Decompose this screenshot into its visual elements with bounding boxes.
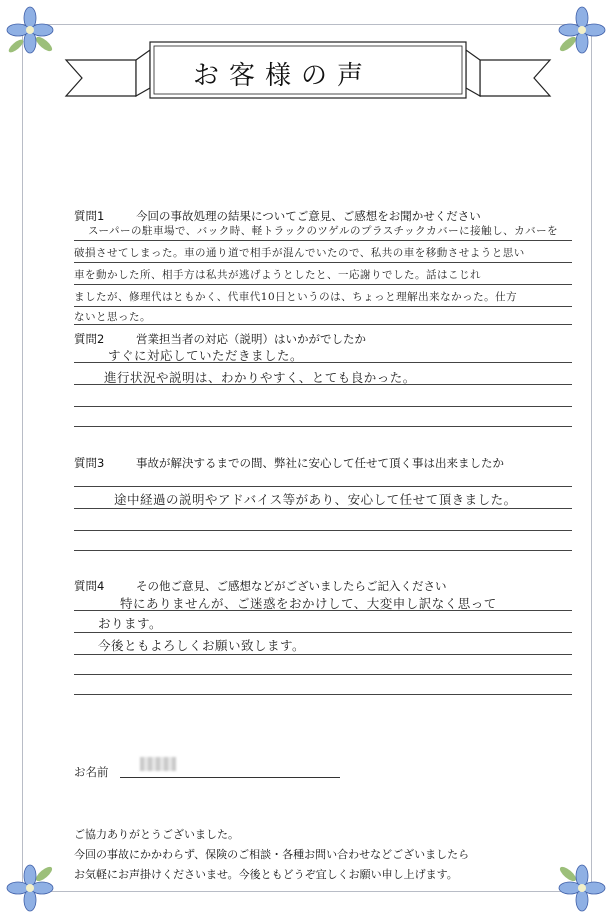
- footer-text: ご協力ありがとうございました。: [74, 828, 239, 841]
- question-3: [74, 455, 504, 471]
- page-title: お客様の声: [192, 60, 373, 91]
- redacted-name: [140, 757, 176, 771]
- handwritten-answer: おります。: [98, 616, 163, 631]
- handwritten-answer: ましたが、修理代はともかく、代車代10日というのは、ちょっと理解出来なかった。仕方: [74, 291, 518, 303]
- question-number: 質問4: [74, 579, 105, 593]
- handwritten-answer: スーパーの駐車場で、バック時、軽トラックのツゲルのプラスチックカバーに接触し、カバーを: [88, 225, 559, 237]
- handwritten-answer: すぐに対応していただきました。: [108, 348, 304, 363]
- flower-icon: [4, 4, 56, 56]
- answer-line: [74, 550, 572, 551]
- answer-line: [74, 530, 572, 531]
- handwritten-answer: ないと思った。: [74, 311, 151, 323]
- handwritten-answer: 破損させてしまった。車の通り道で相手が混んでいたので、私共の車を移動させようと思い: [74, 247, 525, 259]
- question-1: [74, 208, 481, 224]
- answer-line: [74, 324, 572, 325]
- answer-line: [74, 306, 572, 307]
- handwritten-answer: 進行状況や説明は、わかりやすく、とても良かった。: [104, 370, 416, 385]
- question-number: 質問3: [74, 456, 105, 470]
- question-number: 質問2: [74, 332, 105, 346]
- question-text: 事故が解決するまでの間、弊社に安心して任せて頂く事は出来ましたか: [136, 456, 504, 470]
- question-number: 質問1: [74, 209, 105, 223]
- footer-text: お気軽にお声掛けくださいませ。今後ともどうぞ宜しくお願い申し上げます。: [74, 868, 458, 881]
- answer-line: [74, 406, 572, 407]
- handwritten-answer: 特にありませんが、ご迷惑をおかけして、大変申し訳なく思って: [120, 596, 497, 611]
- answer-line: [74, 674, 572, 675]
- flower-icon: [556, 862, 608, 914]
- answer-line: [74, 694, 572, 695]
- question-text: 営業担当者の対応（説明）はいかがでしたか: [136, 332, 366, 346]
- answer-line: [74, 486, 572, 487]
- answer-line: [74, 262, 572, 263]
- name-label: お名前: [74, 765, 109, 779]
- flower-icon: [4, 862, 56, 914]
- answer-line: [74, 508, 572, 509]
- flower-icon: [556, 4, 608, 56]
- answer-line: [74, 654, 572, 655]
- answer-line: [74, 240, 572, 241]
- question-2: [74, 331, 366, 347]
- question-text: その他ご意見、ご感想などがございましたらご記入ください: [136, 579, 447, 593]
- handwritten-answer: 車を動かした所、相手方は私共が逃げようとしたと、一応謝りでした。話はこじれ: [74, 269, 481, 281]
- answer-line: [74, 426, 572, 427]
- handwritten-answer: 今後ともよろしくお願い致します。: [98, 638, 306, 653]
- name-field-line: [120, 777, 340, 778]
- question-text: 今回の事故処理の結果についてご意見、ご感想をお聞かせください: [136, 209, 481, 223]
- question-4: [74, 578, 447, 594]
- answer-line: [74, 284, 572, 285]
- footer-text: 今回の事故にかかわらず、保険のご相談・各種お問い合わせなどございましたら: [74, 848, 470, 861]
- handwritten-answer: 途中経過の説明やアドバイス等があり、安心して任せて頂きました。: [114, 492, 517, 507]
- answer-line: [74, 632, 572, 633]
